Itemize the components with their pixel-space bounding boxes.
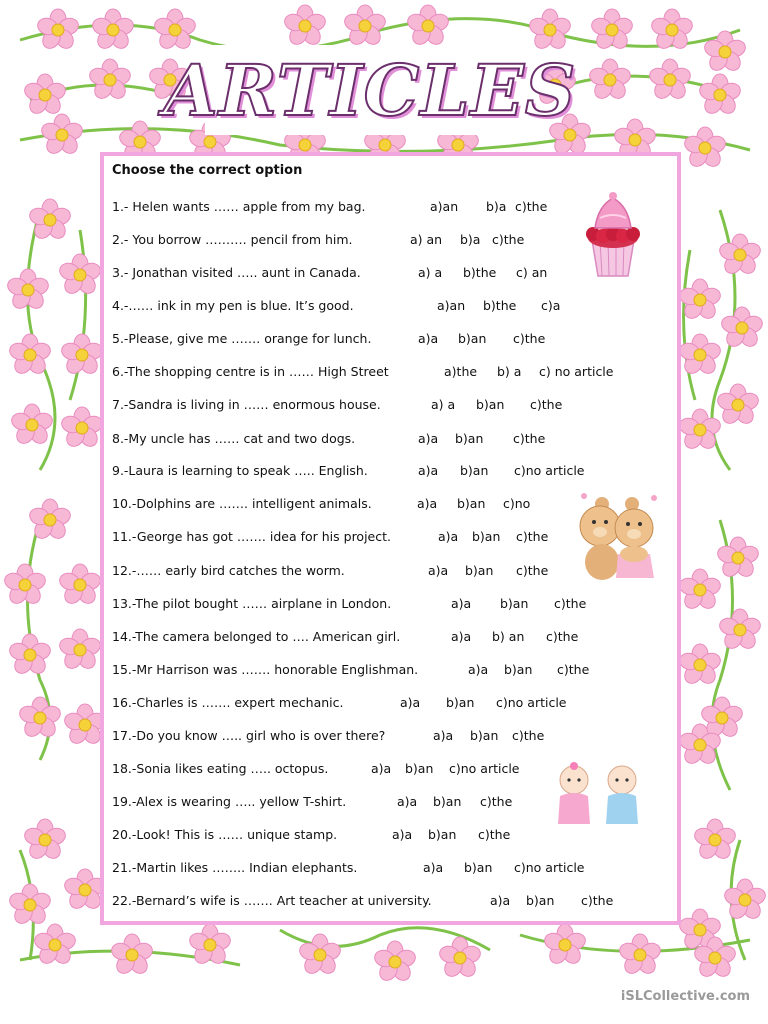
answer-option[interactable]: c)the [516, 529, 549, 544]
answer-option[interactable]: b)an [455, 431, 484, 446]
answer-option[interactable]: a)a [400, 695, 421, 710]
question-stem: 1.- Helen wants …… apple from my bag. [112, 199, 366, 214]
answer-option[interactable]: a) a [431, 397, 456, 412]
answer-option[interactable]: b)an [465, 563, 494, 578]
question-stem: 8.-My uncle has …… cat and two dogs. [112, 431, 356, 446]
answer-option[interactable]: a)the [444, 364, 478, 379]
answer-option[interactable]: c)no article [449, 761, 520, 776]
question-stem: 19.-Alex is wearing ….. yellow T-shirt. [112, 794, 347, 809]
answer-option[interactable]: a)a [490, 893, 511, 908]
answer-option[interactable]: b)an [433, 794, 462, 809]
question-stem: 21.-Martin likes …….. Indian elephants. [112, 860, 358, 875]
question-stem: 12.-…… early bird catches the worm. [112, 563, 345, 578]
question-stem: 16.-Charles is ……. expert mechanic. [112, 695, 344, 710]
question-stem: 11.-George has got ……. idea for his project. [112, 529, 391, 544]
answer-option[interactable]: a)a [433, 728, 454, 743]
question-stem: 6.-The shopping centre is in …… High Street [112, 364, 389, 379]
answer-option[interactable]: c)the [513, 431, 546, 446]
answer-option[interactable]: b)an [500, 596, 529, 611]
answer-option[interactable]: b)an [470, 728, 499, 743]
answer-option[interactable]: a)a [392, 827, 413, 842]
answer-option[interactable]: a)a [428, 563, 449, 578]
answer-option[interactable]: b)the [483, 298, 517, 313]
question-stem: 7.-Sandra is living in …… enormous house. [112, 397, 381, 412]
answer-option[interactable]: a)a [451, 596, 472, 611]
answer-option[interactable]: a)a [451, 629, 472, 644]
answer-option[interactable]: c)the [554, 596, 587, 611]
answer-option[interactable]: b)the [463, 265, 497, 280]
babies-image [544, 758, 654, 830]
cupcake-image [578, 188, 648, 280]
answer-option[interactable]: b)an [428, 827, 457, 842]
question-stem: 13.-The pilot bought …… airplane in London. [112, 596, 392, 611]
answer-option[interactable]: b) an [492, 629, 525, 644]
answer-option[interactable]: c)no article [496, 695, 567, 710]
teddy-bears-image [572, 488, 664, 586]
question-stem: 3.- Jonathan visited ….. aunt in Canada. [112, 265, 361, 280]
question-stem: 17.-Do you know ….. girl who is over there? [112, 728, 386, 743]
answer-option[interactable]: a)an [437, 298, 466, 313]
answer-option[interactable]: c)no article [514, 463, 585, 478]
question-stem: 10.-Dolphins are ……. intelligent animals. [112, 496, 372, 511]
answer-option[interactable]: c)the [515, 199, 548, 214]
answer-option[interactable]: b)an [504, 662, 533, 677]
answer-option[interactable]: c) no article [539, 364, 614, 379]
question-stem: 14.-The camera belonged to …. American girl. [112, 629, 401, 644]
answer-option[interactable]: a)a [371, 761, 392, 776]
answer-option[interactable]: b)an [476, 397, 505, 412]
answer-option[interactable]: b)a [460, 232, 481, 247]
answer-option[interactable]: b) a [497, 364, 522, 379]
answer-option[interactable]: a) a [418, 265, 443, 280]
answer-option[interactable]: a)a [418, 431, 439, 446]
answer-option[interactable]: b)an [472, 529, 501, 544]
answer-option[interactable]: c)the [513, 331, 546, 346]
answer-option[interactable]: a)a [468, 662, 489, 677]
answer-option[interactable]: c)no article [514, 860, 585, 875]
answer-option[interactable]: a)a [417, 496, 438, 511]
answer-option[interactable]: c)the [581, 893, 614, 908]
answer-option[interactable]: a) an [410, 232, 443, 247]
answer-option[interactable]: c)the [557, 662, 590, 677]
answer-option[interactable]: c)no [503, 496, 531, 511]
answer-option[interactable]: a)a [438, 529, 459, 544]
question-stem: 20.-Look! This is …… unique stamp. [112, 827, 338, 842]
answer-option[interactable]: b)an [405, 761, 434, 776]
question-stem: 2.- You borrow ………. pencil from him. [112, 232, 353, 247]
answer-option[interactable]: b)an [464, 860, 493, 875]
answer-option[interactable]: c)a [541, 298, 561, 313]
answer-option[interactable]: b)an [460, 463, 489, 478]
answer-option[interactable]: a)a [397, 794, 418, 809]
answer-option[interactable]: c)the [516, 563, 549, 578]
worksheet-title [163, 45, 577, 135]
answer-option[interactable]: b)an [458, 331, 487, 346]
answer-option[interactable]: b)an [457, 496, 486, 511]
answer-option[interactable]: c) an [516, 265, 548, 280]
answer-option[interactable]: c)the [478, 827, 511, 842]
answer-option[interactable]: a)a [418, 463, 439, 478]
answer-option[interactable]: b)an [526, 893, 555, 908]
question-stem: 15.-Mr Harrison was ……. honorable Englishman. [112, 662, 419, 677]
title-text: ARTICLES [163, 48, 577, 132]
site-watermark: iSLCollective.com [620, 989, 750, 1004]
question-stem: 22.-Bernard’s wife is ……. Art teacher at university. [112, 893, 432, 908]
question-stem: 4.-…… ink in my pen is blue. It’s good. [112, 298, 354, 313]
answer-option[interactable]: a)a [423, 860, 444, 875]
answer-option[interactable]: b)an [446, 695, 475, 710]
answer-option[interactable]: b)a [486, 199, 507, 214]
question-stem: 18.-Sonia likes eating ….. octopus. [112, 761, 329, 776]
answer-option[interactable]: c)the [512, 728, 545, 743]
question-stem: 5.-Please, give me ……. orange for lunch. [112, 331, 372, 346]
answer-option[interactable]: a)a [418, 331, 439, 346]
answer-option[interactable]: c)the [492, 232, 525, 247]
question-stem: 9.-Laura is learning to speak ….. English. [112, 463, 368, 478]
instruction-text: Choose the correct option [112, 163, 303, 178]
answer-option[interactable]: c)the [530, 397, 563, 412]
answer-option[interactable]: c)the [546, 629, 579, 644]
answer-option[interactable]: a)an [430, 199, 459, 214]
answer-option[interactable]: c)the [480, 794, 513, 809]
